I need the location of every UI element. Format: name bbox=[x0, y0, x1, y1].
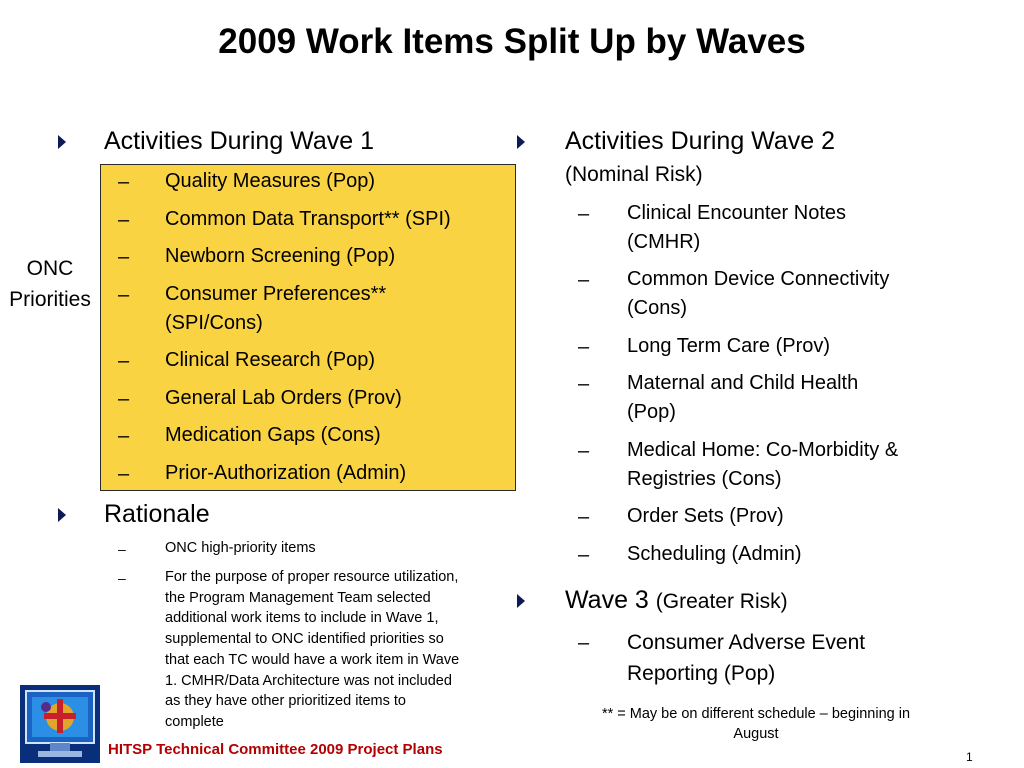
item-line: Common Data Transport** (SPI) bbox=[165, 208, 451, 230]
item-line: Long Term Care (Prov) bbox=[627, 335, 831, 357]
dash-marker: – bbox=[578, 269, 590, 291]
dash-marker: – bbox=[578, 440, 590, 462]
wave1-item bbox=[165, 280, 386, 338]
wave1-item bbox=[165, 346, 375, 375]
wave1-item bbox=[165, 421, 381, 450]
item-line: Common Device Connectivity bbox=[627, 268, 890, 290]
dash-marker: – bbox=[118, 463, 130, 485]
dash-marker: – bbox=[118, 388, 130, 410]
hitsp-logo-icon bbox=[20, 685, 100, 763]
dash-marker: – bbox=[578, 336, 590, 358]
item-line: that each TC would have a work item in Wave bbox=[165, 651, 460, 668]
wave2-item bbox=[627, 540, 802, 569]
dash-marker: – bbox=[578, 506, 590, 528]
item-line: (Cons) bbox=[627, 297, 688, 319]
item-line: Maternal and Child Health bbox=[627, 372, 859, 394]
wave3-title: Wave 3 bbox=[565, 586, 649, 614]
onc-label-line: ONC bbox=[26, 257, 74, 280]
triangle-bullet-icon bbox=[515, 134, 527, 150]
item-line: Quality Measures (Pop) bbox=[165, 170, 376, 192]
dash-marker: – bbox=[118, 171, 130, 193]
item-line: Scheduling (Admin) bbox=[627, 543, 802, 565]
item-line: (SPI/Cons) bbox=[165, 312, 263, 334]
item-line: additional work items to include in Wave 1, bbox=[165, 610, 439, 627]
wave2-item bbox=[627, 436, 898, 494]
item-line: 1. CMHR/Data Architecture was not included bbox=[165, 672, 452, 689]
onc-label-line: Priorities bbox=[9, 288, 91, 311]
dash-marker: – bbox=[118, 284, 130, 306]
item-line: complete bbox=[165, 713, 224, 730]
page-number: 1 bbox=[966, 750, 973, 764]
wave1-item bbox=[165, 167, 375, 196]
rationale-heading: Rationale bbox=[104, 500, 210, 528]
wave2-item bbox=[627, 369, 858, 427]
triangle-bullet-icon bbox=[515, 593, 527, 609]
item-line: Order Sets (Prov) bbox=[627, 505, 784, 527]
rationale-item bbox=[165, 538, 525, 559]
item-line: For the purpose of proper resource utilization, bbox=[165, 569, 459, 585]
item-line: Medication Gaps (Cons) bbox=[165, 424, 381, 446]
slide-title: 2009 Work Items Split Up by Waves bbox=[218, 22, 806, 61]
footnote bbox=[560, 704, 952, 744]
item-line: (Pop) bbox=[627, 401, 676, 423]
dash-marker: – bbox=[578, 203, 590, 225]
wave1-item bbox=[165, 384, 402, 413]
wave2-item bbox=[627, 199, 846, 257]
wave2-item bbox=[627, 265, 889, 323]
item-line: Registries (Cons) bbox=[627, 468, 782, 490]
wave1-heading: Activities During Wave 1 bbox=[104, 127, 374, 155]
triangle-bullet-icon bbox=[56, 134, 68, 150]
dash-marker: – bbox=[118, 246, 130, 268]
wave2-subheading: (Nominal Risk) bbox=[565, 163, 703, 186]
dash-marker: – bbox=[118, 209, 130, 231]
dash-marker: – bbox=[118, 425, 130, 447]
wave1-item bbox=[165, 459, 406, 488]
item-line: Consumer Adverse Event bbox=[627, 631, 866, 654]
item-line: supplemental to ONC identified priorities so bbox=[165, 631, 444, 648]
footer-title: HITSP Technical Committee 2009 Project Plans bbox=[108, 741, 443, 758]
wave1-item bbox=[165, 205, 451, 234]
item-line: General Lab Orders (Prov) bbox=[165, 387, 402, 409]
item-line: Prior-Authorization (Admin) bbox=[165, 462, 407, 484]
footnote-line: August bbox=[733, 726, 779, 742]
wave3-heading bbox=[565, 585, 788, 617]
item-line: Reporting (Pop) bbox=[627, 662, 776, 685]
triangle-bullet-icon bbox=[56, 507, 68, 523]
item-line: Clinical Research (Pop) bbox=[165, 349, 376, 371]
wave3-risk: (Greater Risk) bbox=[655, 590, 788, 613]
item-line: Newborn Screening (Pop) bbox=[165, 245, 396, 267]
item-line: ONC high-priority items bbox=[165, 540, 316, 556]
wave2-heading: Activities During Wave 2 bbox=[565, 127, 835, 155]
dash-marker: – bbox=[118, 350, 130, 372]
item-line: Medical Home: Co-Morbidity & bbox=[627, 439, 899, 461]
wave1-item bbox=[165, 242, 395, 271]
dash-marker: – bbox=[118, 570, 126, 586]
onc-priorities-label bbox=[0, 253, 100, 315]
rationale-item bbox=[165, 567, 525, 733]
footnote-line: ** = May be on different schedule – beginning in bbox=[601, 706, 911, 722]
wave3-item bbox=[627, 627, 865, 689]
wave2-item bbox=[627, 332, 830, 361]
dash-marker: – bbox=[118, 541, 126, 557]
item-line: Clinical Encounter Notes bbox=[627, 202, 846, 224]
item-line: as they have other prioritized items to bbox=[165, 693, 406, 710]
item-line: the Program Management Team selected bbox=[165, 589, 431, 606]
wave2-item bbox=[627, 502, 784, 531]
dash-marker: – bbox=[578, 632, 590, 654]
item-line: (CMHR) bbox=[627, 231, 701, 253]
item-line: Consumer Preferences** bbox=[165, 283, 387, 305]
dash-marker: – bbox=[578, 544, 590, 566]
dash-marker: – bbox=[578, 373, 590, 395]
